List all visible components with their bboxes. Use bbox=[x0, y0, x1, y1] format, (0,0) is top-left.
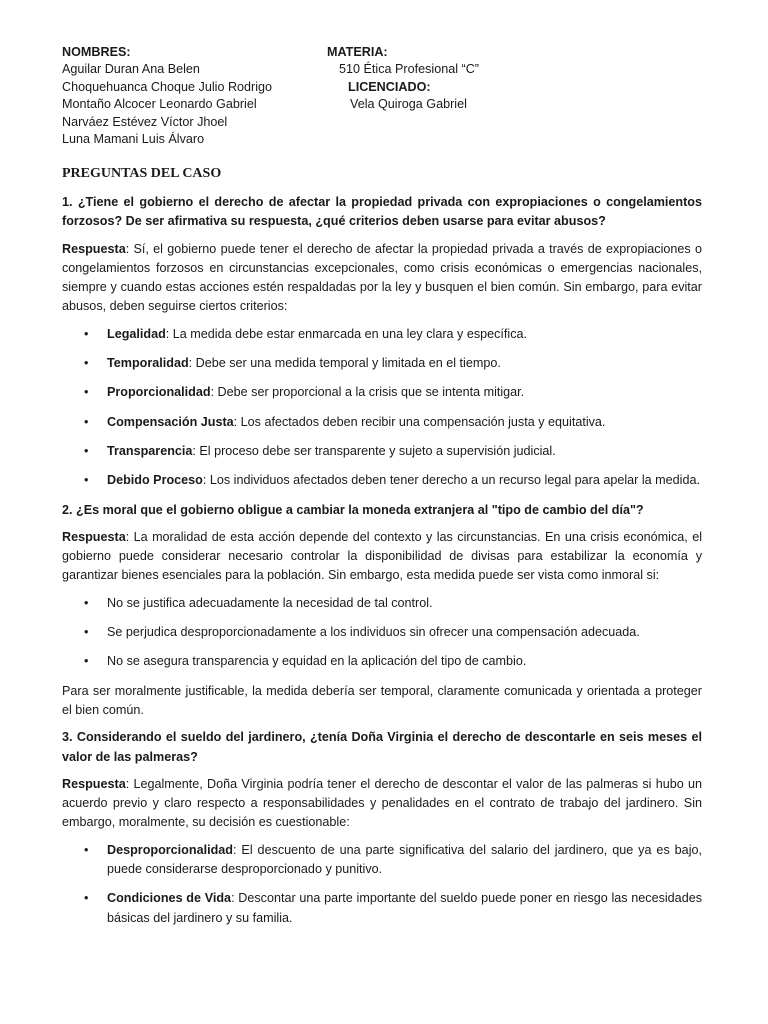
term-text: : Descontar una parte importante del sueldo puede poner en riesgo las necesidades básicas del jardinero y su familia. bbox=[107, 891, 702, 925]
list-item bbox=[62, 652, 702, 671]
bullet-icon: • bbox=[84, 473, 89, 488]
answer-text: : Legalmente, Doña Virginia podría tener el derecho de descontar el valor de las palmeras si hubo un acuerdo previo y claro respecto a responsabilidades y penalidades en el contrato de trabajo del jardinero. Sin embargo, moralmente, su decisión es cuestionable: bbox=[62, 776, 702, 830]
bullet-icon: • bbox=[84, 326, 89, 341]
answer-2 bbox=[62, 528, 702, 586]
answer-label: Respuesta bbox=[62, 529, 126, 544]
list-item bbox=[62, 442, 702, 461]
term-text: : El proceso debe ser transparente y sujeto a supervisión judicial. bbox=[192, 443, 556, 458]
criteria-list bbox=[62, 325, 702, 491]
names-column bbox=[62, 44, 322, 148]
section-title: PREGUNTAS DEL CASO bbox=[62, 166, 222, 181]
licenciado-label: LICENCIADO: bbox=[348, 79, 431, 94]
list-item bbox=[62, 471, 702, 490]
course-column bbox=[327, 44, 627, 114]
term-text: : La medida debe estar enmarcada en una ley clara y específica. bbox=[165, 326, 528, 341]
materia-value: 510 Ética Profesional “C” bbox=[339, 62, 479, 77]
term: Proporcionalidad bbox=[107, 385, 211, 400]
question-2: 2. ¿Es moral que el gobierno obligue a cambiar la moneda extranjera al "tipo de cambio del día"? bbox=[62, 502, 644, 517]
term-text: : Los individuos afectados deben tener derecho a un recurso legal para apelar la medida. bbox=[202, 473, 700, 488]
answer-text: : Sí, el gobierno puede tener el derecho de afectar la propiedad privada a través de expropiaciones o congelamientos forzosos en circunstancias excepcionales, como crisis económicas o emergencias nacionales, siempre y cuando estas acciones estén respaldadas por la ley y busquen el bien común. Sin embargo, para evitar abusos, deben seguirse ciertos criterios: bbox=[62, 241, 702, 314]
materia-label: MATERIA: bbox=[327, 45, 388, 59]
licenciado-value: Vela Quiroga Gabriel bbox=[350, 97, 467, 112]
answer-label: Respuesta bbox=[62, 241, 126, 256]
list-item bbox=[62, 623, 702, 642]
list-item bbox=[62, 354, 702, 373]
term: Transparencia bbox=[107, 443, 193, 458]
term: Desproporcionalidad bbox=[107, 842, 233, 857]
bullet-icon: • bbox=[84, 385, 89, 400]
bullet-icon: • bbox=[84, 356, 89, 371]
answer-3 bbox=[62, 775, 702, 833]
bullet-icon: • bbox=[84, 595, 89, 610]
student-name: Choquehuanca Choque Julio Rodrigo bbox=[62, 79, 273, 94]
document-body bbox=[62, 193, 702, 938]
list-item-text: No se justifica adecuadamente la necesidad de tal control. bbox=[107, 595, 433, 610]
bullet-icon: • bbox=[84, 443, 89, 458]
question-3: 3. Considerando el sueldo del jardinero, ¿tenía Doña Virginia el derecho de descontarle en seis meses el valor de las palmeras? bbox=[62, 730, 702, 764]
nombres-label: NOMBRES: bbox=[62, 45, 131, 59]
bullet-icon: • bbox=[84, 891, 89, 906]
list-item-text: No se asegura transparencia y equidad en la aplicación del tipo de cambio. bbox=[107, 654, 527, 669]
bullet-icon: • bbox=[84, 414, 89, 429]
list-item bbox=[62, 841, 702, 880]
list-item bbox=[62, 383, 702, 402]
list-item bbox=[62, 594, 702, 613]
bullet-icon: • bbox=[84, 654, 89, 669]
bullet-icon: • bbox=[84, 625, 89, 640]
answer-text: : La moralidad de esta acción depende del contexto y las circunstancias. En una crisis económica, el gobierno puede considerar necesario controlar la disponibilidad de divisas para estabilizar la economía y garantizar bienes esenciales para la población. Sin embargo, esta medida puede ser vista como inmoral si: bbox=[62, 529, 702, 583]
conditions-list bbox=[62, 594, 702, 672]
bullet-icon: • bbox=[84, 842, 89, 857]
term: Condiciones de Vida bbox=[107, 891, 232, 906]
list-item-text: Se perjudica desproporcionadamente a los individuos sin ofrecer una compensación adecuada. bbox=[107, 625, 640, 640]
list-item bbox=[62, 413, 702, 432]
answer-label: Respuesta bbox=[62, 776, 126, 791]
moral-issues-list bbox=[62, 841, 702, 928]
question-1: 1. ¿Tiene el gobierno el derecho de afectar la propiedad privada con expropiaciones o congelamientos forzosos? De ser afirmativa su respuesta, ¿qué criterios deben usarse para evitar abusos? bbox=[62, 195, 702, 229]
answer-1 bbox=[62, 240, 702, 317]
term-text: : Debe ser una medida temporal y limitada en el tiempo. bbox=[188, 356, 501, 371]
student-name: Luna Mamani Luis Álvaro bbox=[62, 132, 205, 147]
term-text: : Los afectados deben recibir una compensación justa y equitativa. bbox=[233, 414, 606, 429]
closing-paragraph: Para ser moralmente justificable, la medida debería ser temporal, claramente comunicada y orientada a proteger el bien común. bbox=[62, 683, 702, 717]
list-item bbox=[62, 325, 702, 344]
list-item bbox=[62, 889, 702, 928]
term: Legalidad bbox=[107, 326, 166, 341]
student-name: Montaño Alcocer Leonardo Gabriel bbox=[62, 97, 257, 112]
student-name: Narváez Estévez Víctor Jhoel bbox=[62, 114, 228, 129]
term-text: : Debe ser proporcional a la crisis que se intenta mitigar. bbox=[210, 385, 525, 400]
term-text: : El descuento de una parte significativa del salario del jardinero, que ya es bajo, puede considerarse desproporcionado y punitivo. bbox=[107, 842, 702, 877]
term: Debido Proceso bbox=[107, 473, 203, 488]
term: Compensación Justa bbox=[107, 414, 234, 429]
term: Temporalidad bbox=[107, 356, 189, 371]
student-name: Aguilar Duran Ana Belen bbox=[62, 62, 200, 77]
